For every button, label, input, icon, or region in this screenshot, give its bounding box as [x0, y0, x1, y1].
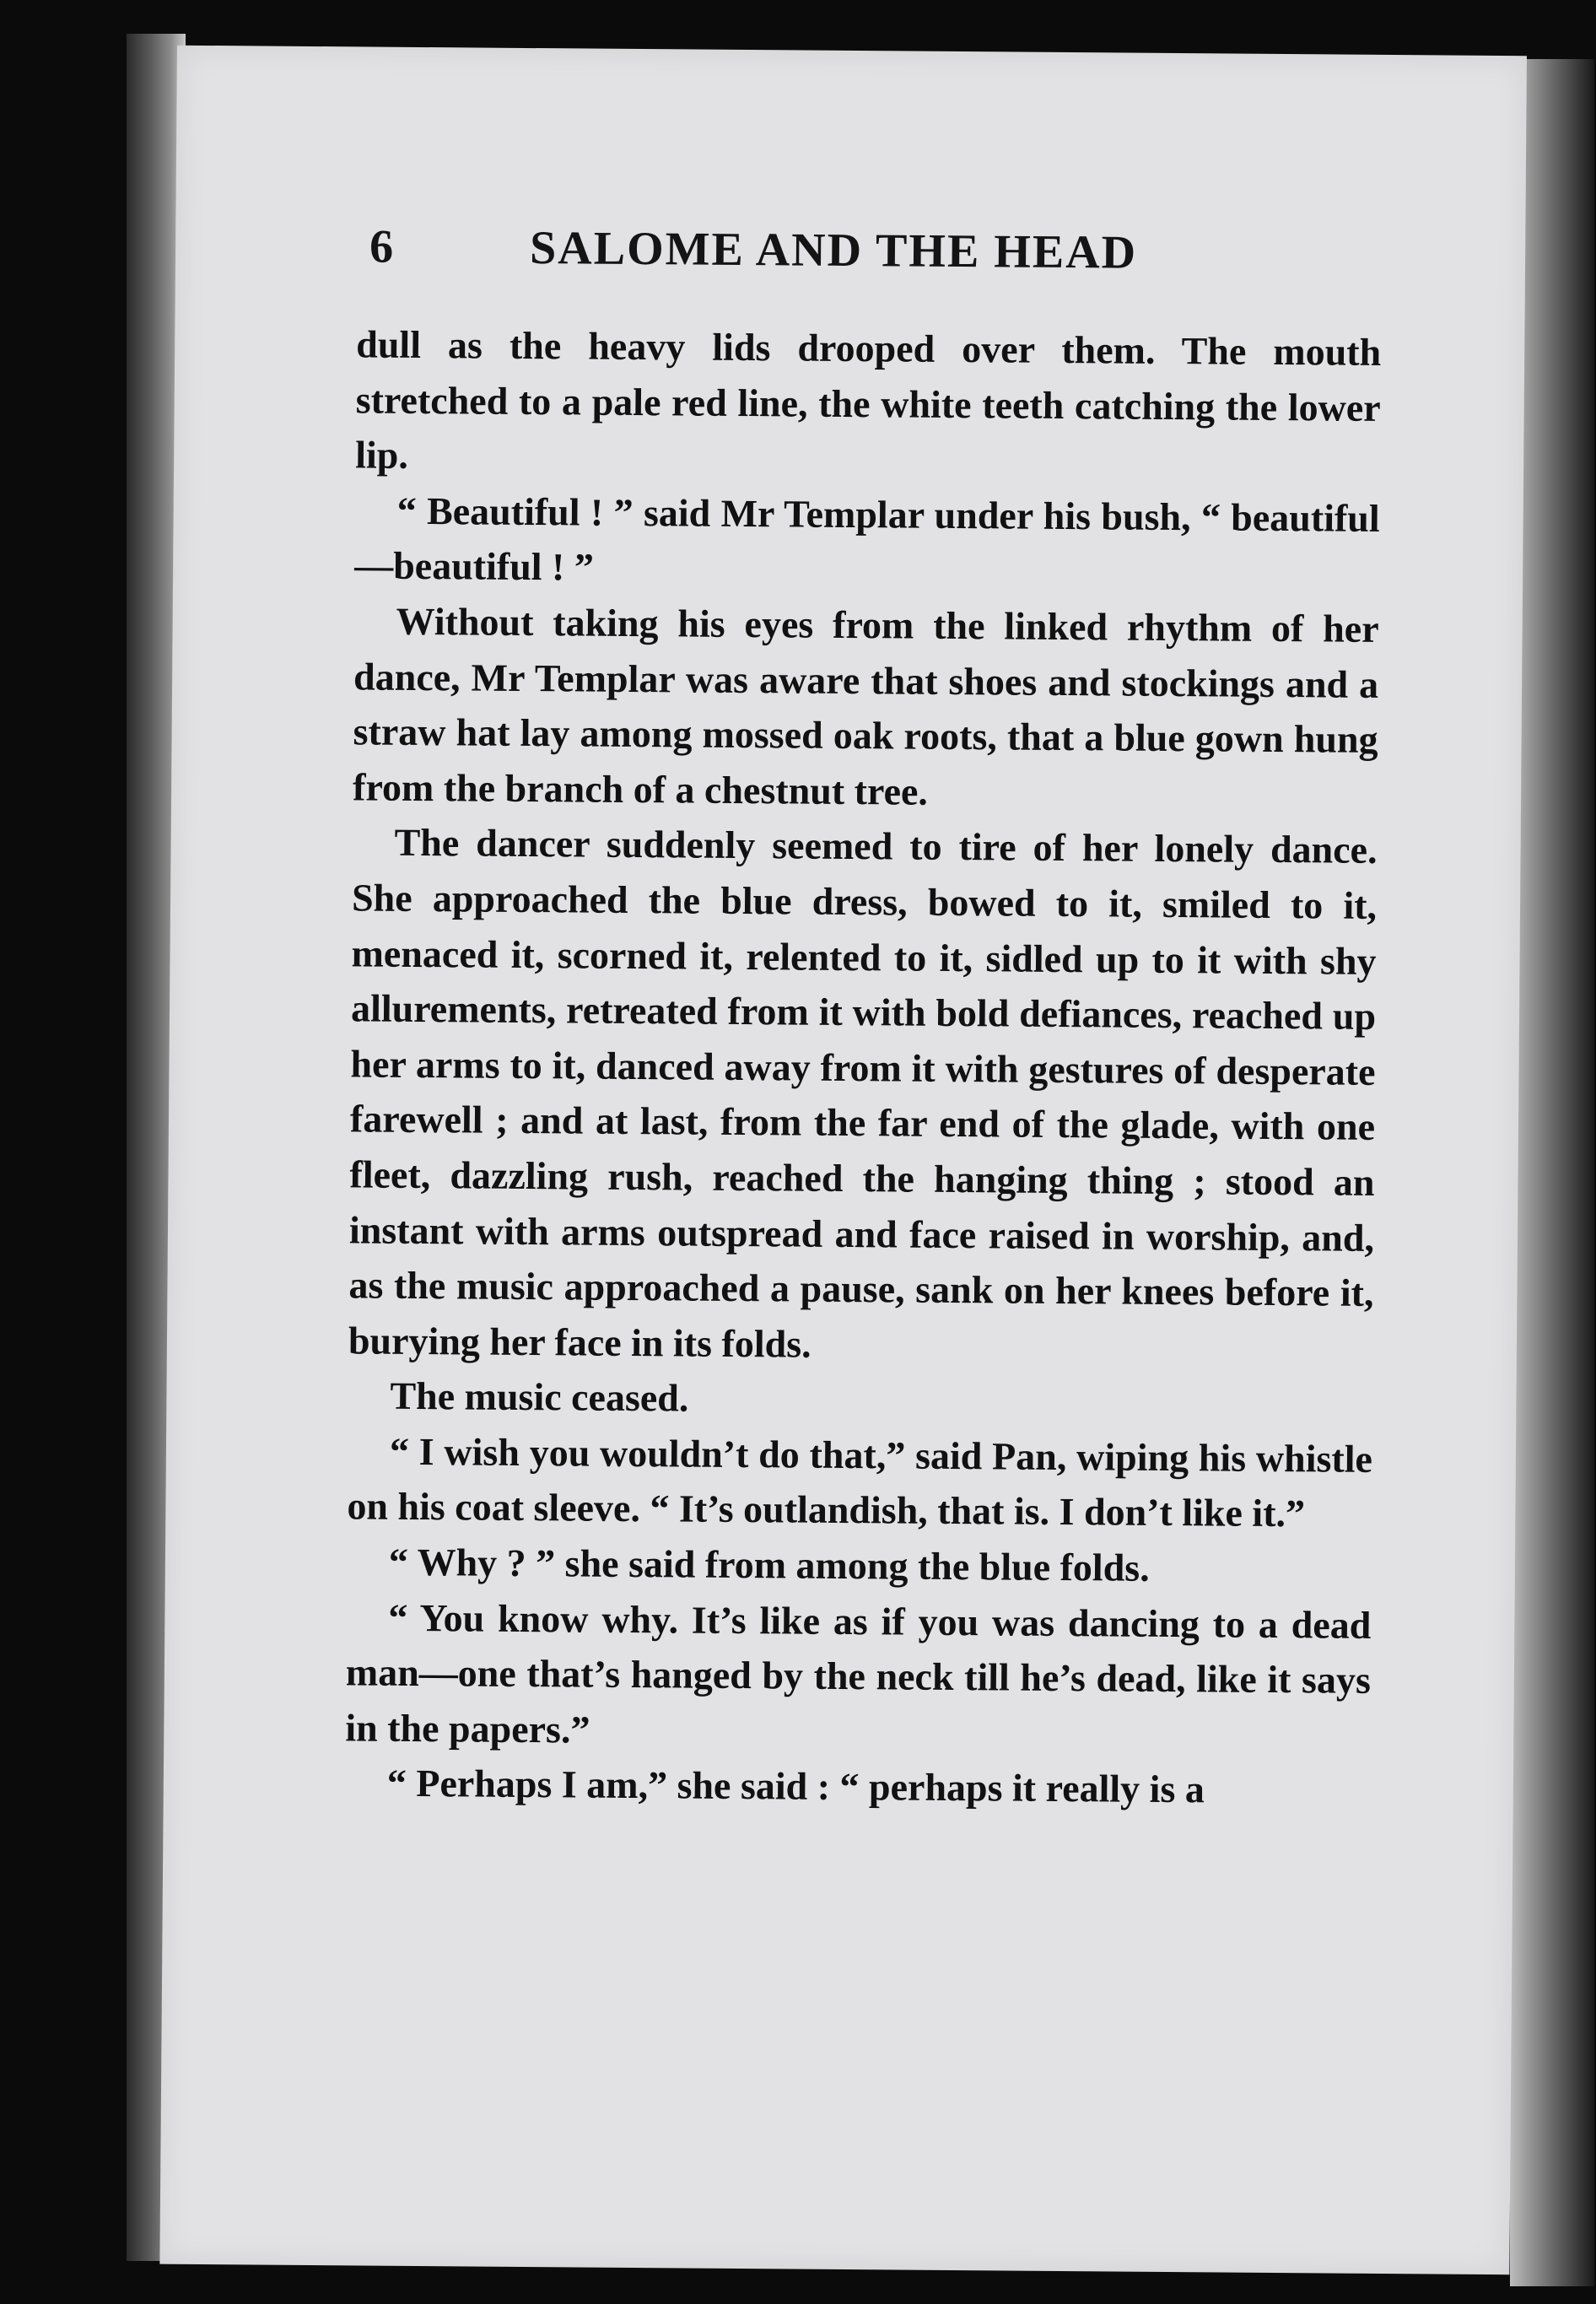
paragraph: “ I wish you wouldn’t do that,” said Pan, wiping his whistle on his coat sleeve. “ It’s outlandish, that is. I don’t like it.”	[347, 1429, 1373, 1535]
paragraph: “ Perhaps I am,” she said : “ perhaps it really is a	[386, 1762, 1205, 1811]
paragraph: “ Why ? ” she said from among the blue folds.	[388, 1540, 1150, 1589]
paragraph: The dancer suddenly seemed to tire of her lonely dance. She approached the blue dress, bowed to it, smiled to it, menaced it, scorned it, relented to it, sidled up to it with shy allurements, retreated from it with bold defiances, reached up her arms to it, danced away from it with gestures of desperate farewell ; and at last, from the far end of the glade, with one fleet, dazzling rush, reached the hanging thing ; stood an instant with arms outspread and face raised in worship, and, as the music approached a pause, sank on her knees before it, burying her face in its folds.	[348, 821, 1378, 1366]
paragraph: dull as the heavy lids drooped over them. The mouth stretched to a pale red line, the white teeth catching the lower lip.	[355, 322, 1382, 478]
paragraph: “ Beautiful ! ” said Mr Templar under his bush, “ beautiful—beautiful ! ”	[353, 488, 1380, 589]
running-title: SALOME AND THE HEAD	[529, 222, 1138, 279]
page-number: 6	[369, 220, 396, 273]
running-head	[369, 220, 1382, 282]
book-page	[159, 46, 1527, 2274]
paragraph: “ You know why. It’s like as if you was dancing to a dead man—one that’s hanged by the neck till he’s dead, like it says in the papers.”	[345, 1595, 1372, 1751]
paragraph: Without taking his eyes from the linked rhythm of her dance, Mr Templar was aware that shoes and stockings and a straw hat lay among mossed oak roots, that a blue gown hung from the branch of a chestnut tree.	[352, 599, 1379, 813]
body-text	[345, 316, 1382, 1819]
paragraph: The music ceased.	[390, 1374, 689, 1420]
